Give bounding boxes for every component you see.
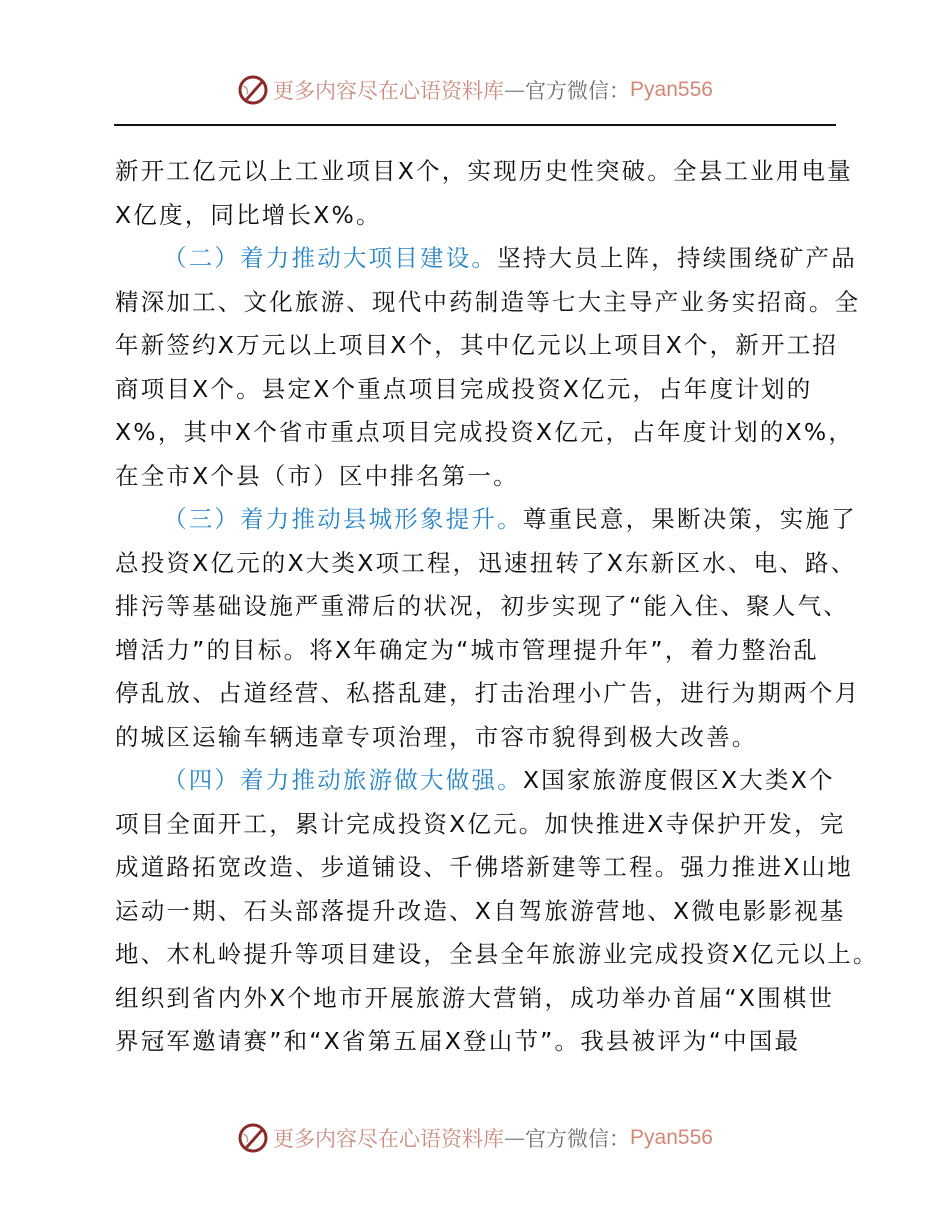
paragraph-text: 的城区运输车辆违章专项治理，市容市貌得到极大改善。 <box>115 722 758 751</box>
banner-dash: — <box>504 78 526 102</box>
banner-brand-text: 更多内容尽在心语资料库 <box>273 1127 505 1151</box>
paragraph-line <box>115 803 846 847</box>
banner-brand-text: 更多内容尽在心语资料库 <box>273 79 505 103</box>
paragraph-line <box>115 455 837 499</box>
paragraph-text: 停乱放、占道经营、私搭乱建，打击治理小广告，进行为期两个月 <box>115 679 861 707</box>
paragraph-line <box>115 411 855 455</box>
paragraph-text: 运动一期、石头部落提升改造、X自驾旅游营地、X微电影影视基 <box>115 896 846 925</box>
banner-wechat-handle: Pyan556 <box>630 78 713 101</box>
paragraph-text: 年新签约X万元以上项目X个，其中亿元以上项目X个，新开工招 <box>115 331 839 359</box>
paragraph-line <box>115 585 849 629</box>
paragraph-line <box>115 716 837 760</box>
paragraph-line <box>115 846 853 890</box>
paragraph-text: 在全市X个县（市）区中排名第一。 <box>115 461 519 490</box>
paragraph-text: 新开工亿元以上工业项目X个，实现历史性突破。全县工业用电量 <box>115 157 853 185</box>
footer-watermark-banner <box>0 1118 950 1158</box>
paragraph-text: 总投资X亿元的X大类X项工程，迅速扭转了X东新区水、电、路、 <box>115 548 857 577</box>
paragraph-line <box>115 542 857 586</box>
paragraph-line <box>115 281 861 325</box>
paragraph-text: X%，其中X个省市重点项目完成投资X亿元，占年度计划的X%， <box>115 418 855 446</box>
paragraph-line <box>115 324 837 368</box>
section-heading: （四）着力推动旅游做大做强。 <box>163 766 523 794</box>
paragraph-text: 地、木札岭提升等项目建设，全县全年旅游业完成投资X亿元以上。 <box>115 940 879 968</box>
paragraph-text: 排污等基础设施严重滞后的状况，初步实现了“能入住、聚人气、 <box>115 592 849 620</box>
paragraph-text: 项目全面开工，累计完成投资X亿元。加快推进X寺保护开发，完 <box>115 809 846 838</box>
paragraph-text: 成道路拓宽改造、步道铺设、千佛塔新建等工程。强力推进X山地 <box>115 853 853 881</box>
banner-wechat-handle: Pyan556 <box>630 1126 713 1149</box>
paragraph-line <box>115 933 879 977</box>
paragraph-line <box>115 890 846 934</box>
paragraph-line <box>115 672 861 716</box>
quill-pen-logo-icon <box>237 1122 269 1154</box>
banner-dash: — <box>504 1126 526 1150</box>
paragraph-line <box>115 150 853 194</box>
paragraph-line <box>115 368 837 412</box>
paragraph-line <box>115 194 837 238</box>
header-watermark-banner <box>0 70 950 110</box>
paragraph-text: 增活力”的目标。将X年确定为“城市管理提升年”，着力整治乱 <box>115 635 819 664</box>
section-heading-line <box>115 759 837 803</box>
paragraph-line <box>115 977 837 1021</box>
paragraph-text: 商项目X个。县定X个重点项目完成投资X亿元，占年度计划的 <box>115 374 813 403</box>
paragraph-text: X亿度，同比增长X%。 <box>115 200 382 229</box>
paragraph-line <box>115 629 837 673</box>
banner-wechat-label: 官方微信： <box>525 1127 631 1151</box>
paragraph-text: 精深加工、文化旅游、现代中药制造等七大主导产业务实招商。全 <box>115 287 861 316</box>
document-body <box>115 150 879 1064</box>
section-heading: （三）着力推动县城形象提升。 <box>163 505 523 533</box>
section-heading-line <box>115 237 857 281</box>
section-heading: （二）着力推动大项目建设。 <box>163 244 498 272</box>
quill-pen-logo-icon <box>237 74 269 106</box>
paragraph-text: 坚持大员上阵，持续围绕矿产品 <box>497 244 857 272</box>
paragraph-text: 界冠军邀请赛”和“X省第五届X登山节”。我县被评为“中国最 <box>115 1027 801 1055</box>
section-heading-line <box>115 498 857 542</box>
paragraph-line <box>115 1020 837 1064</box>
paragraph-text: X国家旅游度假区X大类X个 <box>522 766 835 794</box>
paragraph-text: 尊重民意，果断决策，实施了 <box>522 505 857 533</box>
banner-wechat-label: 官方微信： <box>525 79 631 103</box>
paragraph-text: 组织到省内外X个地市开展旅游大营销，成功举办首届“X围棋世 <box>115 983 835 1012</box>
header-divider <box>114 124 836 126</box>
